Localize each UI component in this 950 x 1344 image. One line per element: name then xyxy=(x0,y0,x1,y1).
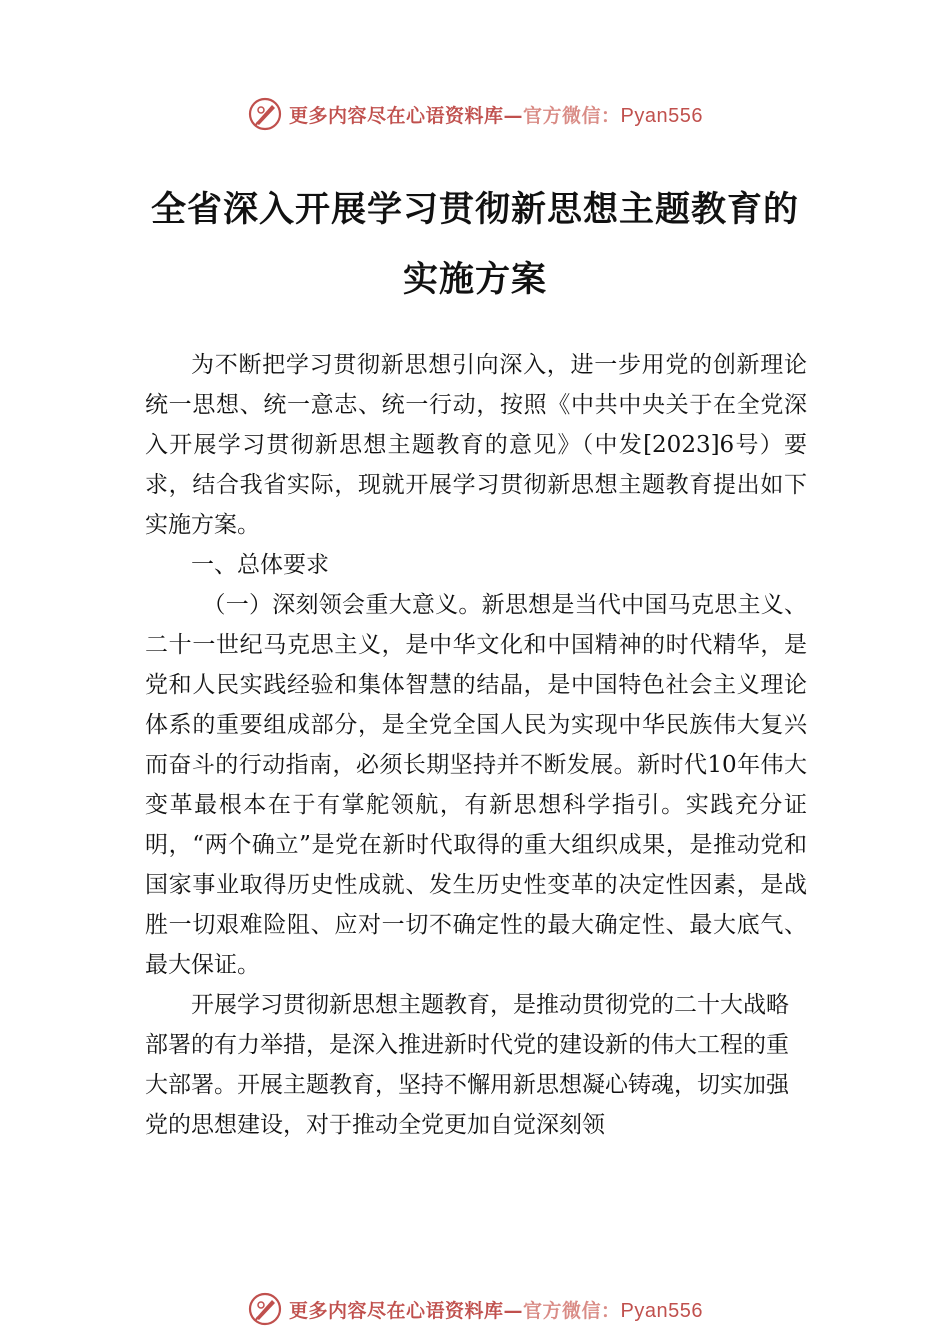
footer-watermark-wechat-id: Pyan556 xyxy=(620,1299,703,1322)
header-watermark xyxy=(0,94,950,134)
section-heading-1: 一、总体要求 xyxy=(191,552,329,578)
watermark-wechat-label: 官方微信： xyxy=(523,104,621,127)
paragraph-theme-education: 开展学习贯彻新思想主题教育，是推动贯彻党的二十大战略部署的有力举措，是深入推进新时代党的建设新的伟大工程的重大部署。开展主题教育，坚持不懈用新思想凝心铸魂，切实加强党的思想建设，对于推动全党更加自觉深刻领 xyxy=(145,992,789,1138)
paragraph-significance: （一）深刻领会重大意义。新思想是当代中国马克思主义、二十一世纪马克思主义，是中华文化和中国精神的时代精华，是党和人民实践经验和集体智慧的结晶，是中国特色社会主义理论体系的重要组成部分，是全党全国人民为实现中华民族伟大复兴而奋斗的行动指南，必须长期坚持并不断发展。新时代10年伟大变革最根本在于有掌舵领航，有新思想科学指引。实践充分证明，“两个确立”是党在新时代取得的重大组织成果，是推动党和国家事业取得历史性成就、发生历史性变革的决定性因素，是战胜一切艰难险阻、应对一切不确定性的最大确定性、最大底气、最大保证。 xyxy=(145,592,807,978)
document-body xyxy=(145,345,807,1145)
footer-watermark xyxy=(0,1289,950,1329)
footer-watermark-wechat-label: 官方微信： xyxy=(523,1299,621,1322)
footer-watermark-text: 更多内容尽在心语资料库— xyxy=(289,1299,524,1322)
document-title-line-2: 实施方案 xyxy=(402,259,547,300)
quill-seal-icon xyxy=(247,1291,283,1327)
document-title-line-1: 全省深入开展学习贯彻新思想主题教育的 xyxy=(150,189,799,230)
watermark-wechat-id: Pyan556 xyxy=(620,104,703,127)
paragraph-intro: 为不断把学习贯彻新思想引向深入，进一步用党的创新理论统一思想、统一意志、统一行动，按照《中共中央关于在全党深入开展学习贯彻新思想主题教育的意见》（中发[2023]6号）要求，结合我省实际，现就开展学习贯彻新思想主题教育提出如下实施方案。 xyxy=(145,352,807,538)
quill-seal-icon xyxy=(247,96,283,132)
watermark-text: 更多内容尽在心语资料库— xyxy=(289,104,524,127)
